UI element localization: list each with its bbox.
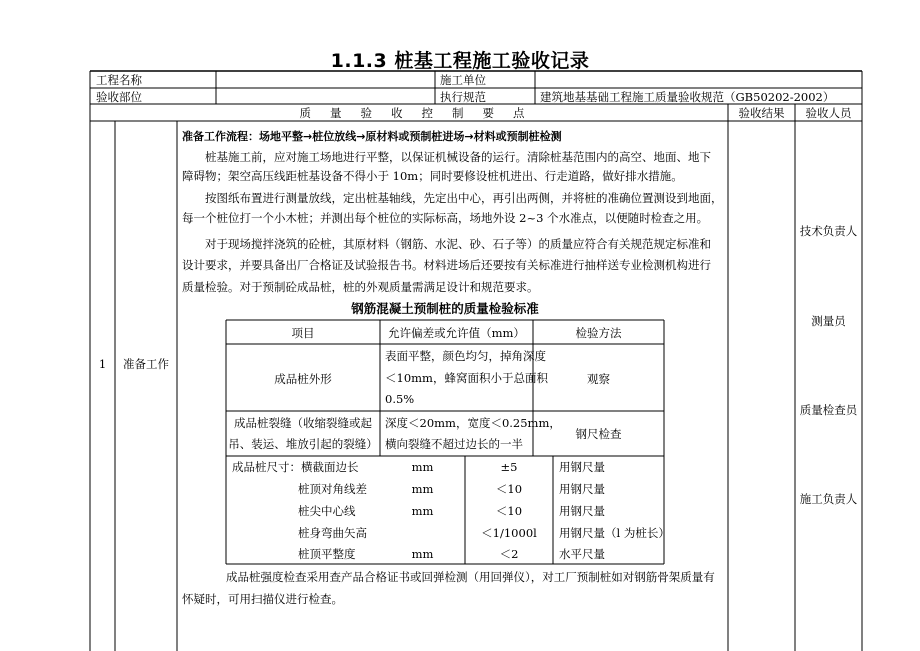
- crack-method: 钢尺检查: [575, 427, 622, 441]
- dim-method: 用钢尺量（l 为桩长）: [559, 526, 670, 540]
- inner-header-method: 检验方法: [575, 326, 622, 340]
- crack-tol-2: 横向裂缝不超过边长的一半: [385, 437, 523, 451]
- row-index: 1: [98, 357, 107, 371]
- para1-line1: 桩基施工前，应对施工场地进行平整，以保证机械设备的运行。清除桩基范围内的高空、地面、地下: [205, 150, 711, 164]
- crack-item-2: 吊、装运、堆放引起的裂缝）: [228, 437, 378, 451]
- personnel-header: 验收人员: [805, 106, 852, 120]
- para3-line3: 质量检验。对于预制砼成品桩，桩的外观质量需满足设计和规范要求。: [182, 280, 539, 294]
- result-header: 验收结果: [738, 106, 785, 120]
- footer-line2: 怀疑时，可用扫描仪进行检查。: [182, 592, 343, 606]
- key-points-header: 质量验收控制要点: [299, 106, 544, 120]
- dim-unit: mm: [411, 460, 434, 474]
- dim-value: ＜10: [495, 482, 523, 496]
- acceptance-part-label: 验收部位: [96, 90, 142, 104]
- para2-line2: 每一个桩位打一个小木桩；并测出每个桩位的实际标高，场地外设 2~3 个水准点，以便随时检查之用。: [182, 211, 709, 225]
- para1-line2: 障碍物；架空高压线距桩基设备不得小于 10m；同时要修设桩机进出、行走道路，做好排水措施。: [182, 169, 683, 183]
- dim-item: 桩尖中心线: [298, 504, 356, 518]
- dim-unit: mm: [411, 504, 434, 518]
- appearance-item: 成品桩外形: [274, 372, 332, 386]
- appearance-tol-1: 表面平整，颜色均匀，掉角深度: [385, 349, 546, 363]
- dim-method: 用钢尺量: [559, 482, 605, 496]
- dim-value: ＜1/1000l: [481, 526, 537, 540]
- dim-method: 用钢尺量: [559, 460, 605, 474]
- appearance-method: 观察: [587, 372, 610, 386]
- flow-text: 准备工作流程：场地平整→桩位放线→原材料或预制桩进场→材料或预制桩检测: [182, 130, 562, 143]
- project-name-label: 工程名称: [96, 73, 142, 87]
- dim-value: ＜2: [499, 547, 519, 561]
- crack-item-1: 成品桩裂缝（收缩裂缝或起: [234, 416, 372, 430]
- dim-item: 桩身弯曲矢高: [298, 526, 367, 540]
- dim-unit: mm: [411, 482, 434, 496]
- sub-table-title: 钢筋混凝土预制桩的质量检验标准: [351, 301, 539, 316]
- dim-item: 桩顶对角线差: [298, 482, 367, 496]
- dim-item: 桩顶平整度: [298, 547, 356, 561]
- footer-line1: 成品桩强度检查采用查产品合格证书或回弹检测（用回弹仪），对工厂预制桩如对钢筋骨架质量有: [226, 570, 715, 584]
- standard-value: 建筑地基基础工程施工质量验收规范（GB50202-2002）: [540, 90, 835, 104]
- personnel-construction-lead: 施工负责人: [799, 492, 858, 506]
- dim-value: ±5: [500, 460, 518, 474]
- dim-unit: mm: [411, 547, 434, 561]
- personnel-tech-lead: 技术负责人: [799, 224, 858, 238]
- appearance-tol-2: ＜10mm，蜂窝面积小于总面积: [385, 371, 548, 385]
- dim-method: 水平尺量: [559, 547, 605, 561]
- para3-line1: 对于现场搅拌浇筑的砼桩，其原材料（钢筋、水泥、砂、石子等）的质量应符合有关规范规定标准和: [205, 237, 711, 251]
- standard-label: 执行规范: [440, 90, 486, 104]
- row-category: 准备工作: [123, 357, 169, 371]
- page-title: 1.1.3 桩基工程施工验收记录: [330, 50, 590, 72]
- dim-value: ＜10: [495, 504, 523, 518]
- personnel-quality-inspector: 质量检查员: [799, 403, 858, 417]
- para3-line2: 设计要求，并要具备出厂合格证及试验报告书。材料进场后还要按有关标准进行抽样送专业检测机构进行: [182, 258, 711, 272]
- inner-header-item: 项目: [291, 326, 315, 340]
- dim-item: 成品桩尺寸：横截面边长: [232, 460, 359, 474]
- dim-method: 用钢尺量: [559, 504, 605, 518]
- crack-tol-1: 深度＜20mm，宽度＜0.25mm，: [385, 416, 561, 430]
- appearance-tol-3: 0.5%: [385, 392, 415, 406]
- para2-line1: 按图纸布置进行测量放线，定出桩基轴线，先定出中心，再引出两侧，并将桩的准确位置测设到地面，: [205, 191, 723, 205]
- personnel-surveyor: 测量员: [811, 314, 846, 328]
- construction-unit-label: 施工单位: [440, 73, 486, 87]
- inner-header-tolerance: 允许偏差或允许值（mm）: [388, 326, 525, 340]
